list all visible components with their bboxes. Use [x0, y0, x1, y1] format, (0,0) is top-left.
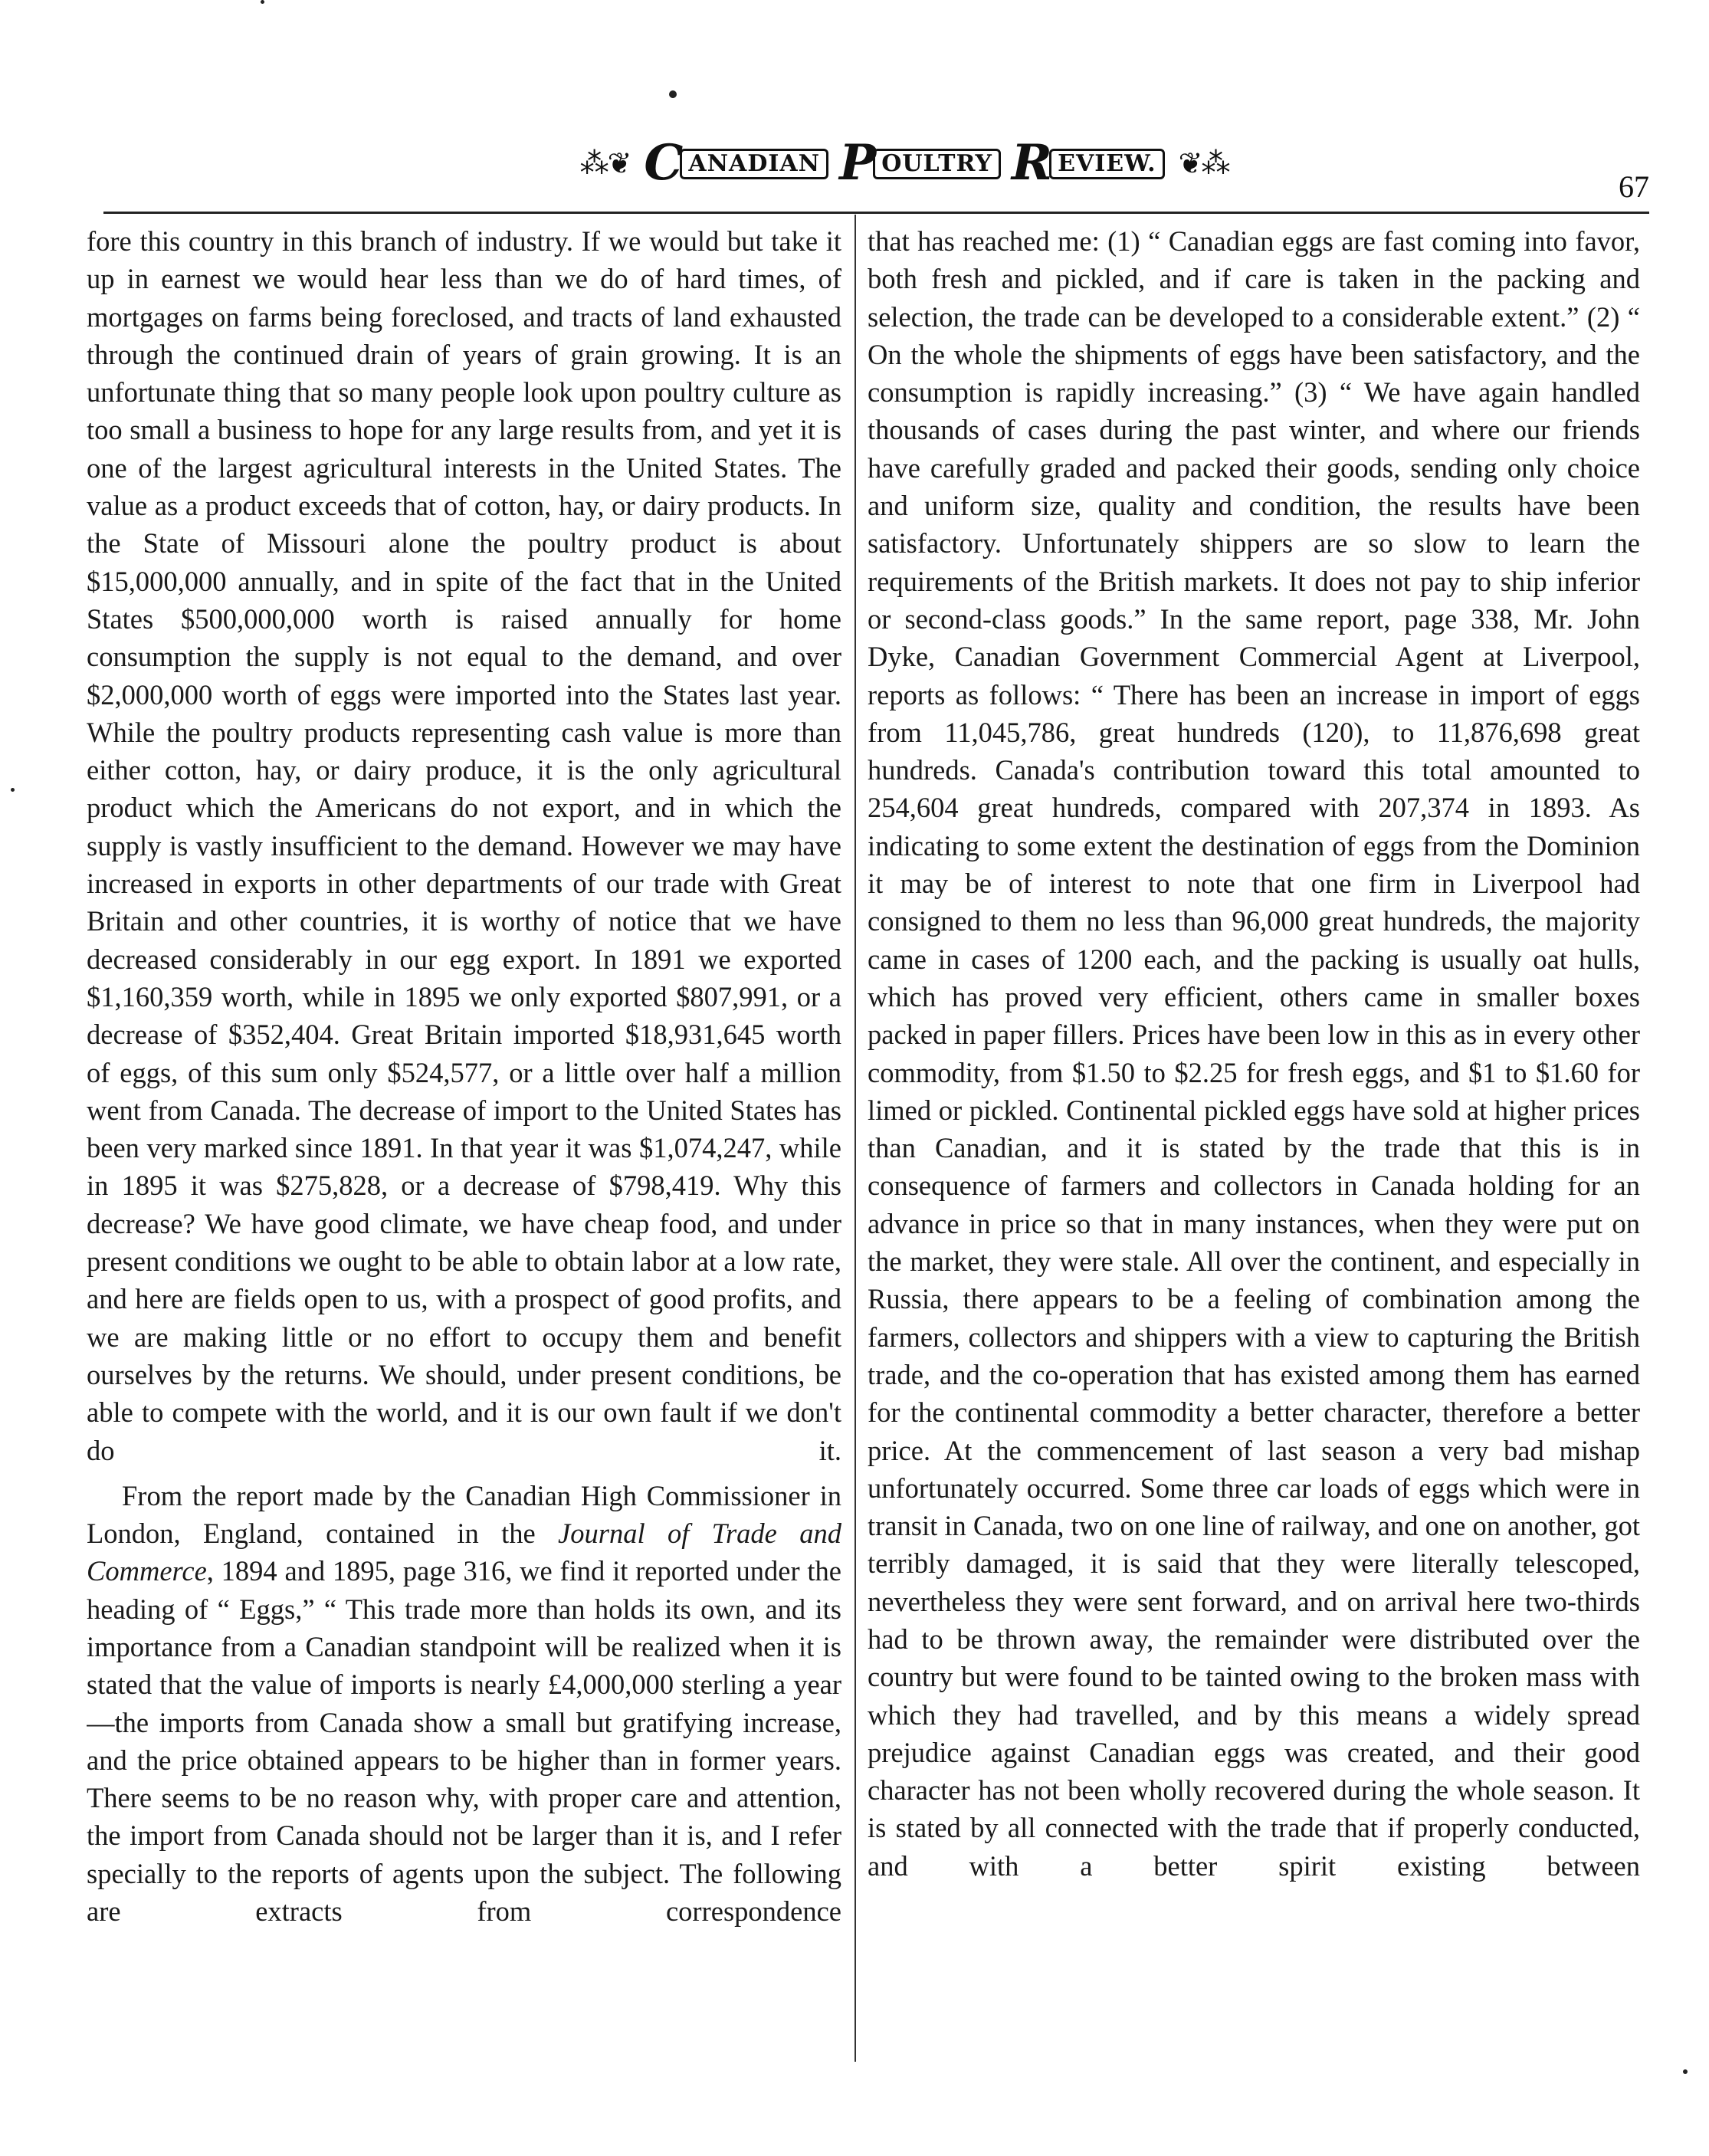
- journal-title: Journal of Trade and Commerce: [87, 1518, 841, 1587]
- masthead: [579, 133, 1229, 192]
- page-number: 67: [1619, 169, 1649, 204]
- left-column: [87, 222, 841, 2062]
- masthead-word-canadian: C ANADIAN: [644, 139, 828, 187]
- print-speck: [261, 0, 264, 4]
- print-speck: [669, 90, 677, 98]
- ornament-left-icon: ⁂❦: [579, 146, 631, 180]
- masthead-title: [644, 133, 1164, 192]
- left-paragraph-1: fore this country in this branch of industry. If we would but take it up in earnest we would hear less than we do of hard times, of mortgages on farms being foreclosed, and tracts of land exhausted through the continued drain of years of grain growing. It is an unfortunate thing that so many people look upon poultry culture as too small a business to hope for any large results from, and yet it is one of the largest agricultural interests in the United States. The value as a product exceeds that of cotton, hay, or dairy products. In the State of Missouri alone the poultry product is about $15,000,000 annually, and in spite of the fact that in the United States $500,000,000 worth is raised annually for home consumption the supply is not equal to the demand, and over $2,000,000 worth of eggs were imported into the States last year. While the poultry products representing cash value is more than either cotton, hay, or dairy produce, it is the only agricultural product which the Americans do not export, and in which the supply is vastly insufficient to the demand. However we may have increased in exports in other departments of our trade with Great Britain and other countries, it is worthy of notice that we have decreased considerably in our egg export. In 1891 we exported $1,160,359 worth, while in 1895 we only exported $807,991, or a decrease of $352,404. Great Britain imported $18,931,645 worth of eggs, of this sum only $524,577, or a little over half a million went from Canada. The decrease of import to the United States has been very marked since 1891. In that year it was $1,074,247, while in 1895 it was $275,828, or a decrease of $798,419. Why this decrease? We have good climate, we have cheap food, and under present conditions we ought to be able to obtain labor at a low rate, and here are fields open to us, with a prospect of good profits, and we are making little or no effort to occupy them and benefit ourselves by the returns. We should, under present conditions, be able to compete with the world, and it is our own fault if we don't do it.: [87, 225, 841, 1466]
- column-rule: [854, 215, 856, 2062]
- print-speck: [1683, 2069, 1688, 2074]
- left-paragraph-2: From the report made by the Canadian High Commissioner in London, England, contained in the Journal of Trade and Commerce, 1894 and 1895, page 316, we find it reported under the heading of “ Eggs,” “ This trade more than holds its own, and its importance from a Canadian standpoint will be realized when it is stated that the value of imports is nearly £4,000,000 sterling a year—the imports from Canada show a small but gratifying increase, and the price obtained appears to be higher than in former years. There seems to be no reason why, with proper care and attention, the import from Canada should not be larger than it is, and I refer specially to the reports of agents upon the subject. The following are extracts from correspondence: [87, 1479, 841, 1928]
- print-speck: [11, 788, 15, 792]
- header-rule: [103, 212, 1649, 214]
- masthead-word-poultry: P OULTRY: [839, 139, 1001, 187]
- right-paragraph-1: that has reached me: (1) “ Canadian eggs are fast coming into favor, both fresh and pickled, and if care is taken in the packing and selection, the trade can be developed to a considerable extent.” (2) “ On the whole the shipments of eggs have been satisfactory, and the consumption is rapidly increasing.” (3) “ We have again handled thousands of cases during the past winter, and where our friends have carefully graded and packed their goods, sending only choice and uniform size, quality and condition, the results have been satisfactory. Unfortunately shippers are so slow to learn the requirements of the British markets. It does not pay to ship inferior or second-class goods.” In the same report, page 338, Mr. John Dyke, Canadian Government Commercial Agent at Liverpool, reports as follows: “ There has been an increase in import of eggs from 11,045,786, great hundreds (120), to 11,876,698 great hundreds. Canada's contribution toward this total amounted to 254,604 great hundreds, compared with 207,374 in 1893. As indicating to some extent the destination of eggs from the Dominion it may be of interest to note that one firm in Liverpool had consigned to them no less than 96,000 great hundreds, the majority came in cases of 1200 each, and the packing is usually oat hulls, which has proved very efficient, others came in smaller boxes packed in paper fillers. Prices have been low in this as in every other commodity, from $1.50 to $2.25 for fresh eggs, and $1 to $1.60 for limed or pickled. Continental pickled eggs have sold at higher prices than Canadian, and it is stated by the trade that this is in consequence of farmers and collectors in Canada holding for an advance in price so that in many instances, when they were put on the market, they were stale. All over the continent, and especially in Russia, there appears to be a feeling of combination among the farmers, collectors and shippers with a view to capturing the British trade, and the co-operation that has existed among them has earned for the continental commodity a better character, therefore a better price. At the commencement of last season a very bad mishap unfortunately occurred. Some three car loads of eggs which were in transit in Canada, two on one line of railway, and one on another, got terribly damaged, it is said that they were literally telescoped, nevertheless they were sent forward, and on arrival here two-thirds had to be thrown away, the remainder were distributed over the country but were found to be tainted owing to the broken mass with which they had travelled, and by this means a widely spread prejudice against Canadian eggs was created, and their good character has not been wholly recovered during the whole season. It is stated by all connected with the trade that if properly conducted, and with a better spirit existing between: [868, 225, 1640, 1882]
- masthead-word-review: R EVIEW.: [1012, 139, 1165, 187]
- right-column: [868, 222, 1640, 2062]
- ornament-right-icon: ❦⁂: [1178, 146, 1229, 180]
